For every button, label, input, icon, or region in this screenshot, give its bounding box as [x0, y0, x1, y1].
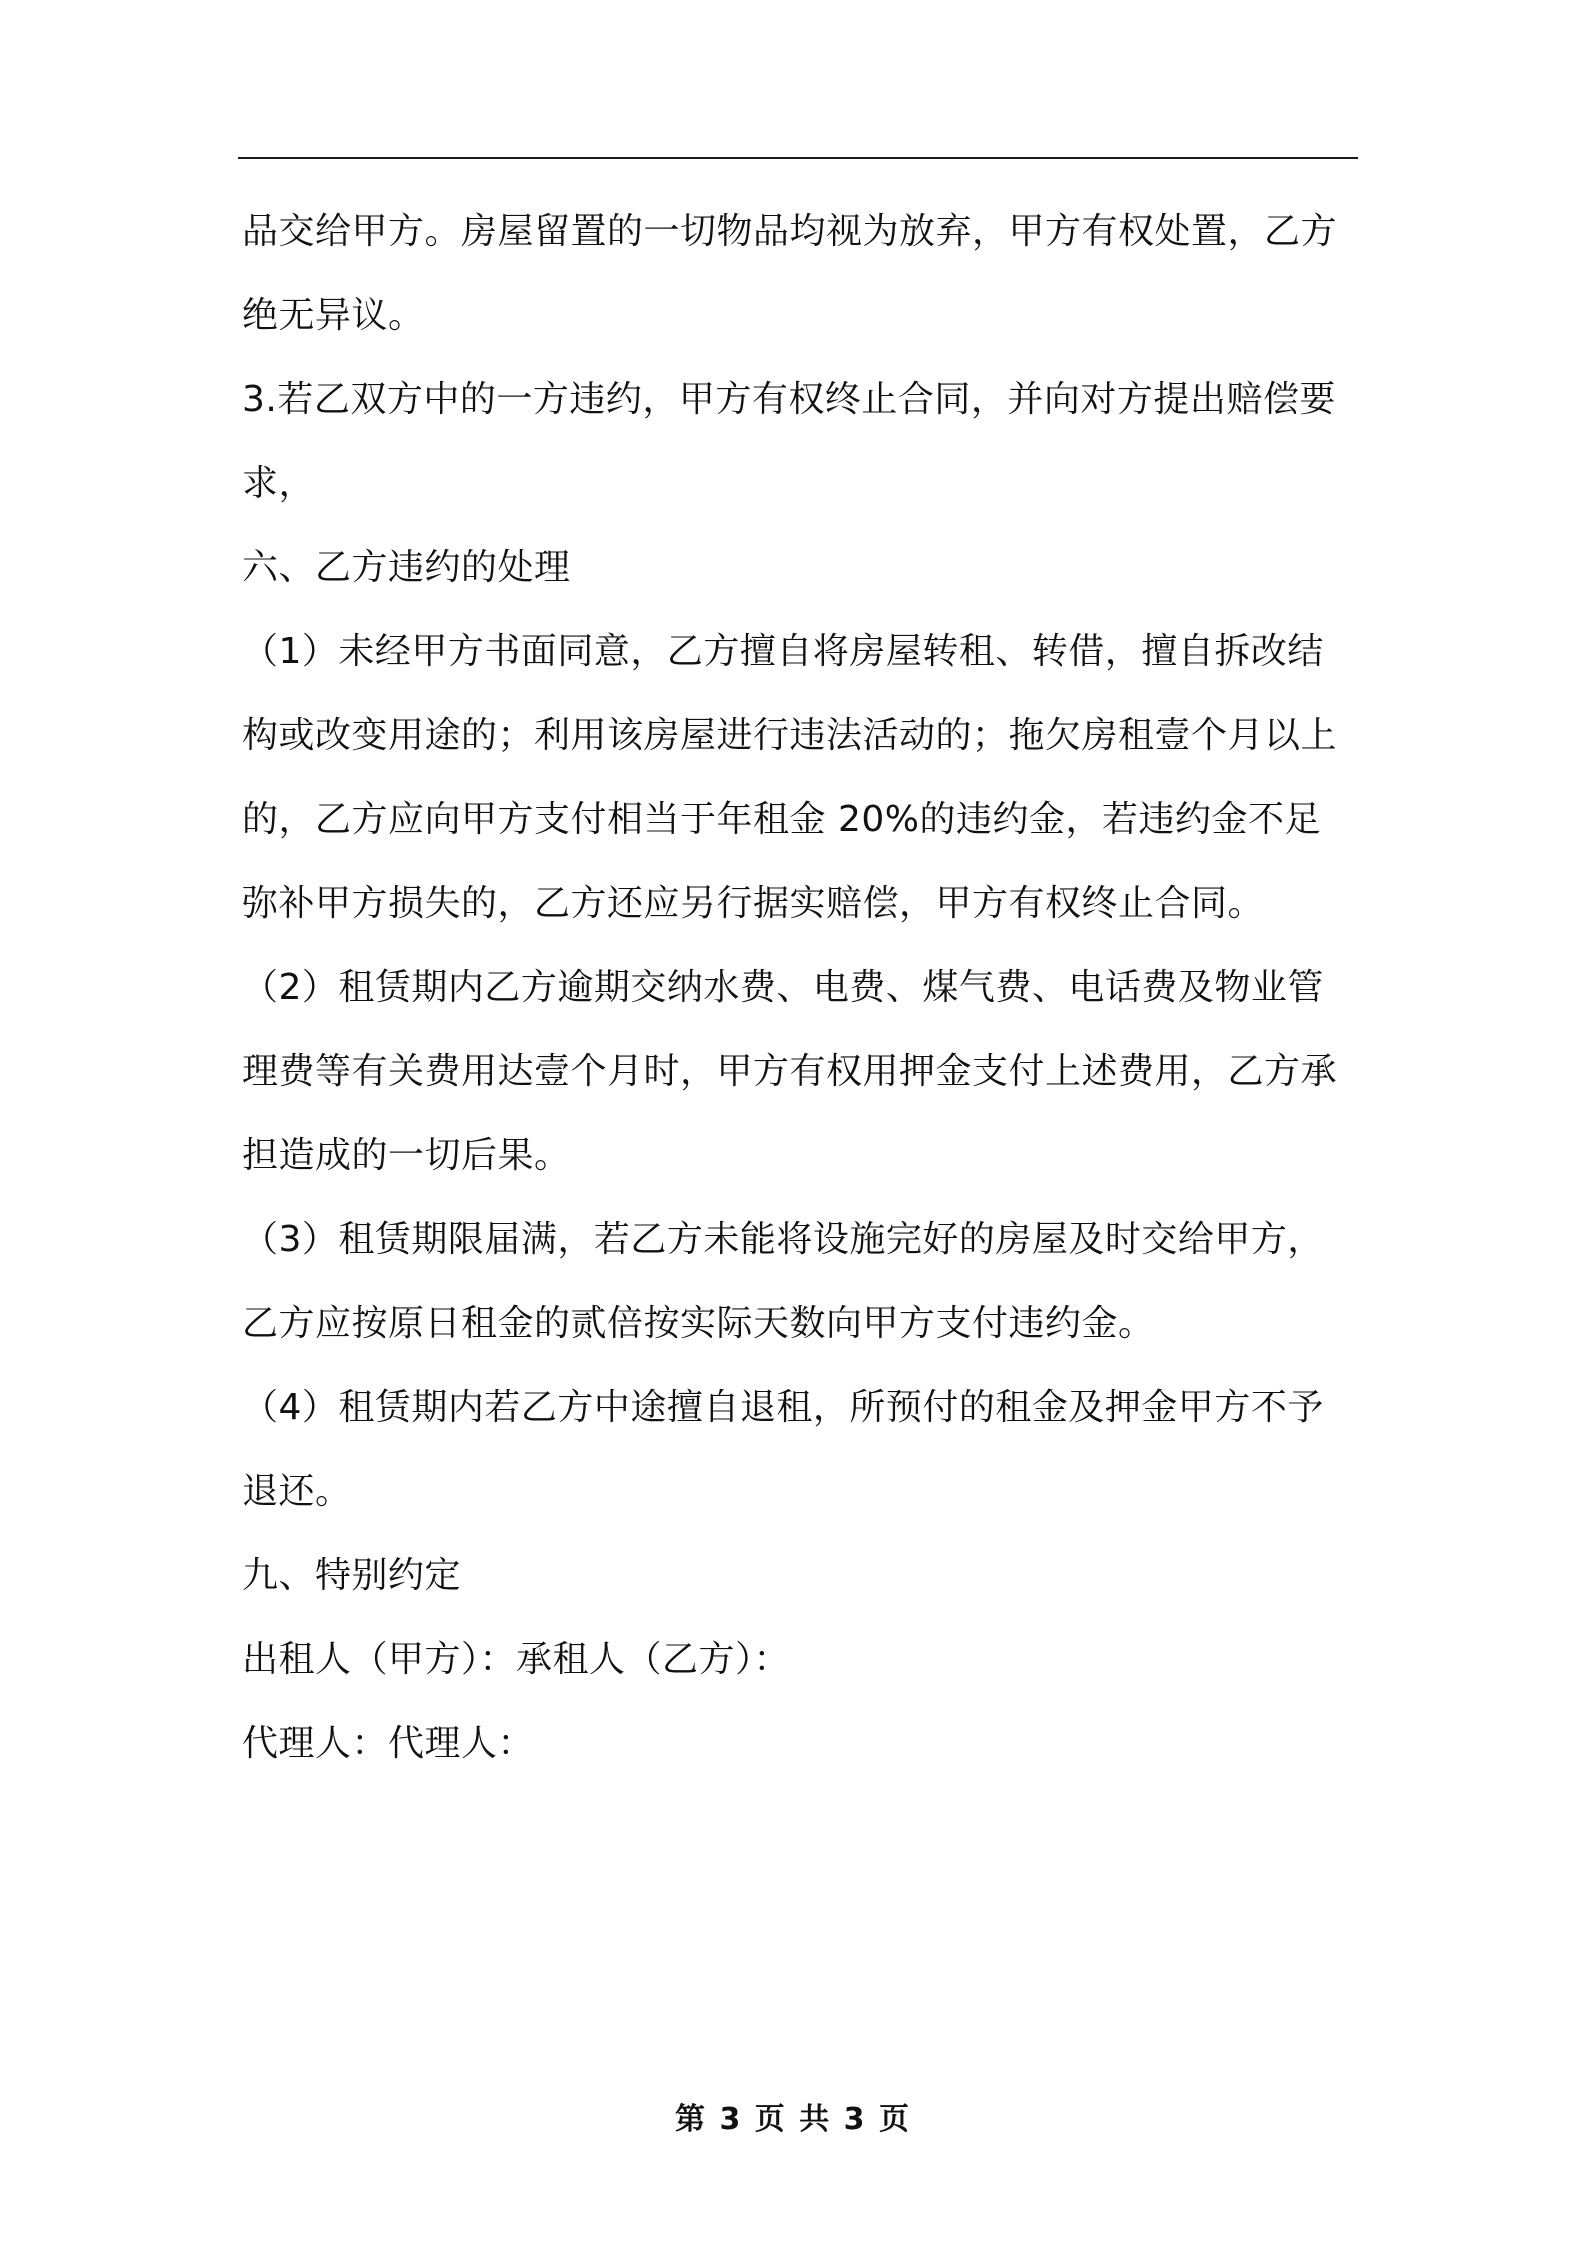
section-heading: 九、特别约定	[242, 1555, 462, 1596]
text-line: 3.若乙双方中的一方违约，甲方有权终止合同，并向对方提出赔偿要	[242, 379, 1336, 420]
text-line: （1）未经甲方书面同意，乙方擅自将房屋转租、转借，擅自拆改结	[242, 631, 1324, 672]
text-line: 求，	[242, 463, 316, 504]
text-line: 的，乙方应向甲方支付相当于年租金 20%的违约金，若违约金不足	[242, 799, 1321, 840]
text-line: 绝无异议。	[242, 295, 425, 336]
signature-line-lessor: 出租人（甲方）：承租人（乙方）：	[242, 1639, 791, 1680]
text-line: 弥补甲方损失的，乙方还应另行据实赔偿，甲方有权终止合同。	[242, 883, 1265, 924]
document-body	[242, 190, 1358, 1786]
text-line: 退还。	[242, 1471, 352, 1512]
page-number: 第 3 页 共 3 页	[675, 2102, 911, 2137]
section-heading: 六、乙方违约的处理	[242, 547, 571, 588]
text-line: （2）租赁期内乙方逾期交纳水费、电费、煤气费、电话费及物业管	[242, 967, 1324, 1008]
text-line: （4）租赁期内若乙方中途擅自退租，所预付的租金及押金甲方不予	[242, 1387, 1324, 1428]
signature-line-agent: 代理人：代理人：	[242, 1723, 535, 1764]
text-line: 构或改变用途的；利用该房屋进行违法活动的；拖欠房租壹个月以上	[242, 715, 1338, 756]
text-line: （3）租赁期限届满，若乙方未能将设施完好的房屋及时交给甲方，	[242, 1219, 1324, 1260]
text-line: 担造成的一切后果。	[242, 1135, 571, 1176]
text-line: 乙方应按原日租金的贰倍按实际天数向甲方支付违约金。	[242, 1303, 1155, 1344]
header-rule	[238, 157, 1358, 159]
text-line: 品交给甲方。房屋留置的一切物品均视为放弃，甲方有权处置，乙方	[242, 211, 1338, 252]
text-line: 理费等有关费用达壹个月时，甲方有权用押金支付上述费用，乙方承	[242, 1051, 1338, 1092]
